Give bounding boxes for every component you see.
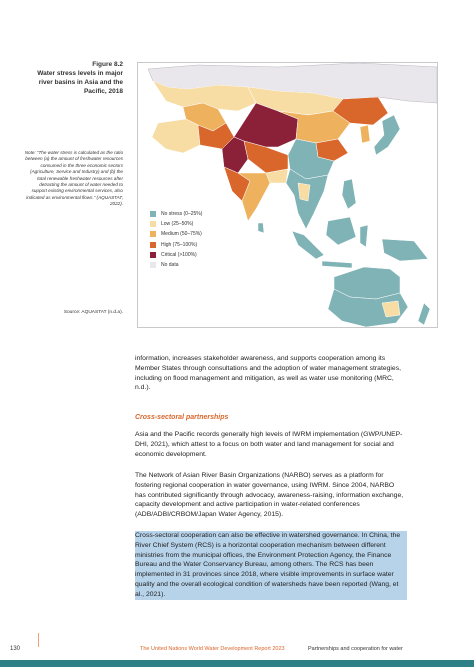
highlighted-paragraph[interactable] bbox=[135, 531, 407, 600]
paragraph-text: Asia and the Pacific records generally high levels of IWRM implementation (GWP/UNEP-DHI, 2021), which attest to a focus on both water and land management for social and economic development. bbox=[135, 431, 403, 458]
map-region-philippines bbox=[342, 179, 356, 209]
legend-item bbox=[150, 240, 202, 250]
body-paragraph bbox=[135, 471, 405, 520]
footer-publication: The United Nations World Water Development Report 2023 bbox=[140, 646, 285, 652]
water-stress-map bbox=[137, 62, 438, 328]
legend-label: High (75–100%) bbox=[161, 241, 198, 248]
legend-label: No stress (0–25%) bbox=[161, 211, 203, 218]
legend-label: Low (25–50%) bbox=[161, 221, 194, 228]
legend-label: No data bbox=[161, 262, 179, 269]
figure-caption bbox=[30, 60, 123, 96]
section-subheading: Cross-sectoral partnerships bbox=[135, 414, 229, 421]
legend-item bbox=[150, 209, 202, 219]
legend-swatch bbox=[150, 221, 156, 227]
map-region-korea bbox=[360, 125, 370, 143]
figure-label: Figure 8.2 bbox=[92, 61, 123, 68]
legend-item bbox=[150, 229, 202, 239]
paragraph-text: Cross-sectoral cooperation can also be effective in watershed governance. In China, the River Chief System (RCS) is a horizontal cooperation mechanism between different ministries from the municipal offices, the Environment Protection Agency, the Finance Bureau and the Water Conservancy Bureau, among others. The RCS has been implemented in 31 provinces since 2018, where visible improvements in surface water quality and the overall ecological condition of watersheds have been reported (Wang, et al., 2021). bbox=[135, 532, 401, 598]
map-region-java bbox=[322, 261, 352, 268]
figure-note: Note: “The water stress is calculated as the ratio between (a) the amount of freshwater resources consumed in the three economic sectors (Agriculture, Service and Industry) and (b) the total renewable freshwater resources after detracting the amount of water needed to support existing environmental services, also indicated as environmental flows.” (AQUASTAT, 2022). bbox=[24, 150, 123, 207]
figure-title: Water stress levels in major river basins in Asia and the Pacific, 2018 bbox=[37, 70, 123, 95]
page-number: 130 bbox=[10, 646, 21, 652]
map-region-borneo bbox=[326, 217, 356, 245]
figure-source: Source: AQUASTAT (n.d.a). bbox=[63, 310, 123, 315]
bottom-bar bbox=[0, 660, 474, 667]
map-legend bbox=[150, 209, 202, 270]
legend-item bbox=[150, 219, 202, 229]
legend-swatch bbox=[150, 262, 156, 268]
map-region-sri-lanka bbox=[258, 223, 264, 233]
paragraph-text: The Network of Asian River Basin Organizations (NARBO) serves as a platform for fostering regional cooperation in water governance, using IWRM. Since 2004, NARBO has contributed significantly through advocacy, awareness-raising, information exchange, capacity development and active participation in water-related conferences (ADB/ADBI/CRBOM/Japan Water Agency, 2015). bbox=[135, 472, 404, 519]
map-region-sulawesi bbox=[360, 225, 368, 247]
legend-swatch bbox=[150, 242, 156, 248]
footer-chapter: Partnerships and cooperation for water bbox=[308, 646, 403, 652]
legend-label: Medium (50–75%) bbox=[161, 231, 202, 238]
body-paragraph bbox=[135, 430, 405, 459]
map-region-new-zealand bbox=[418, 303, 430, 325]
body-paragraph bbox=[135, 354, 405, 393]
map-region-mekong bbox=[298, 183, 310, 201]
legend-label: Critical (>100%) bbox=[161, 251, 197, 258]
map-graphic bbox=[138, 63, 437, 327]
legend-swatch bbox=[150, 211, 156, 217]
map-region-iran bbox=[152, 119, 200, 153]
legend-item bbox=[150, 260, 202, 270]
legend-swatch bbox=[150, 252, 156, 258]
footer-divider bbox=[38, 633, 39, 647]
legend-item bbox=[150, 250, 202, 260]
map-region-sumatra bbox=[292, 231, 324, 259]
legend-swatch bbox=[150, 231, 156, 237]
map-region-papua bbox=[382, 239, 428, 261]
paragraph-text: information, increases stakeholder awareness, and supports cooperation among its Member States through consultations and the adoption of water management strategies, including on flood management and mitigation, as well as water use monitoring (MRC, n.d.). bbox=[135, 355, 401, 392]
